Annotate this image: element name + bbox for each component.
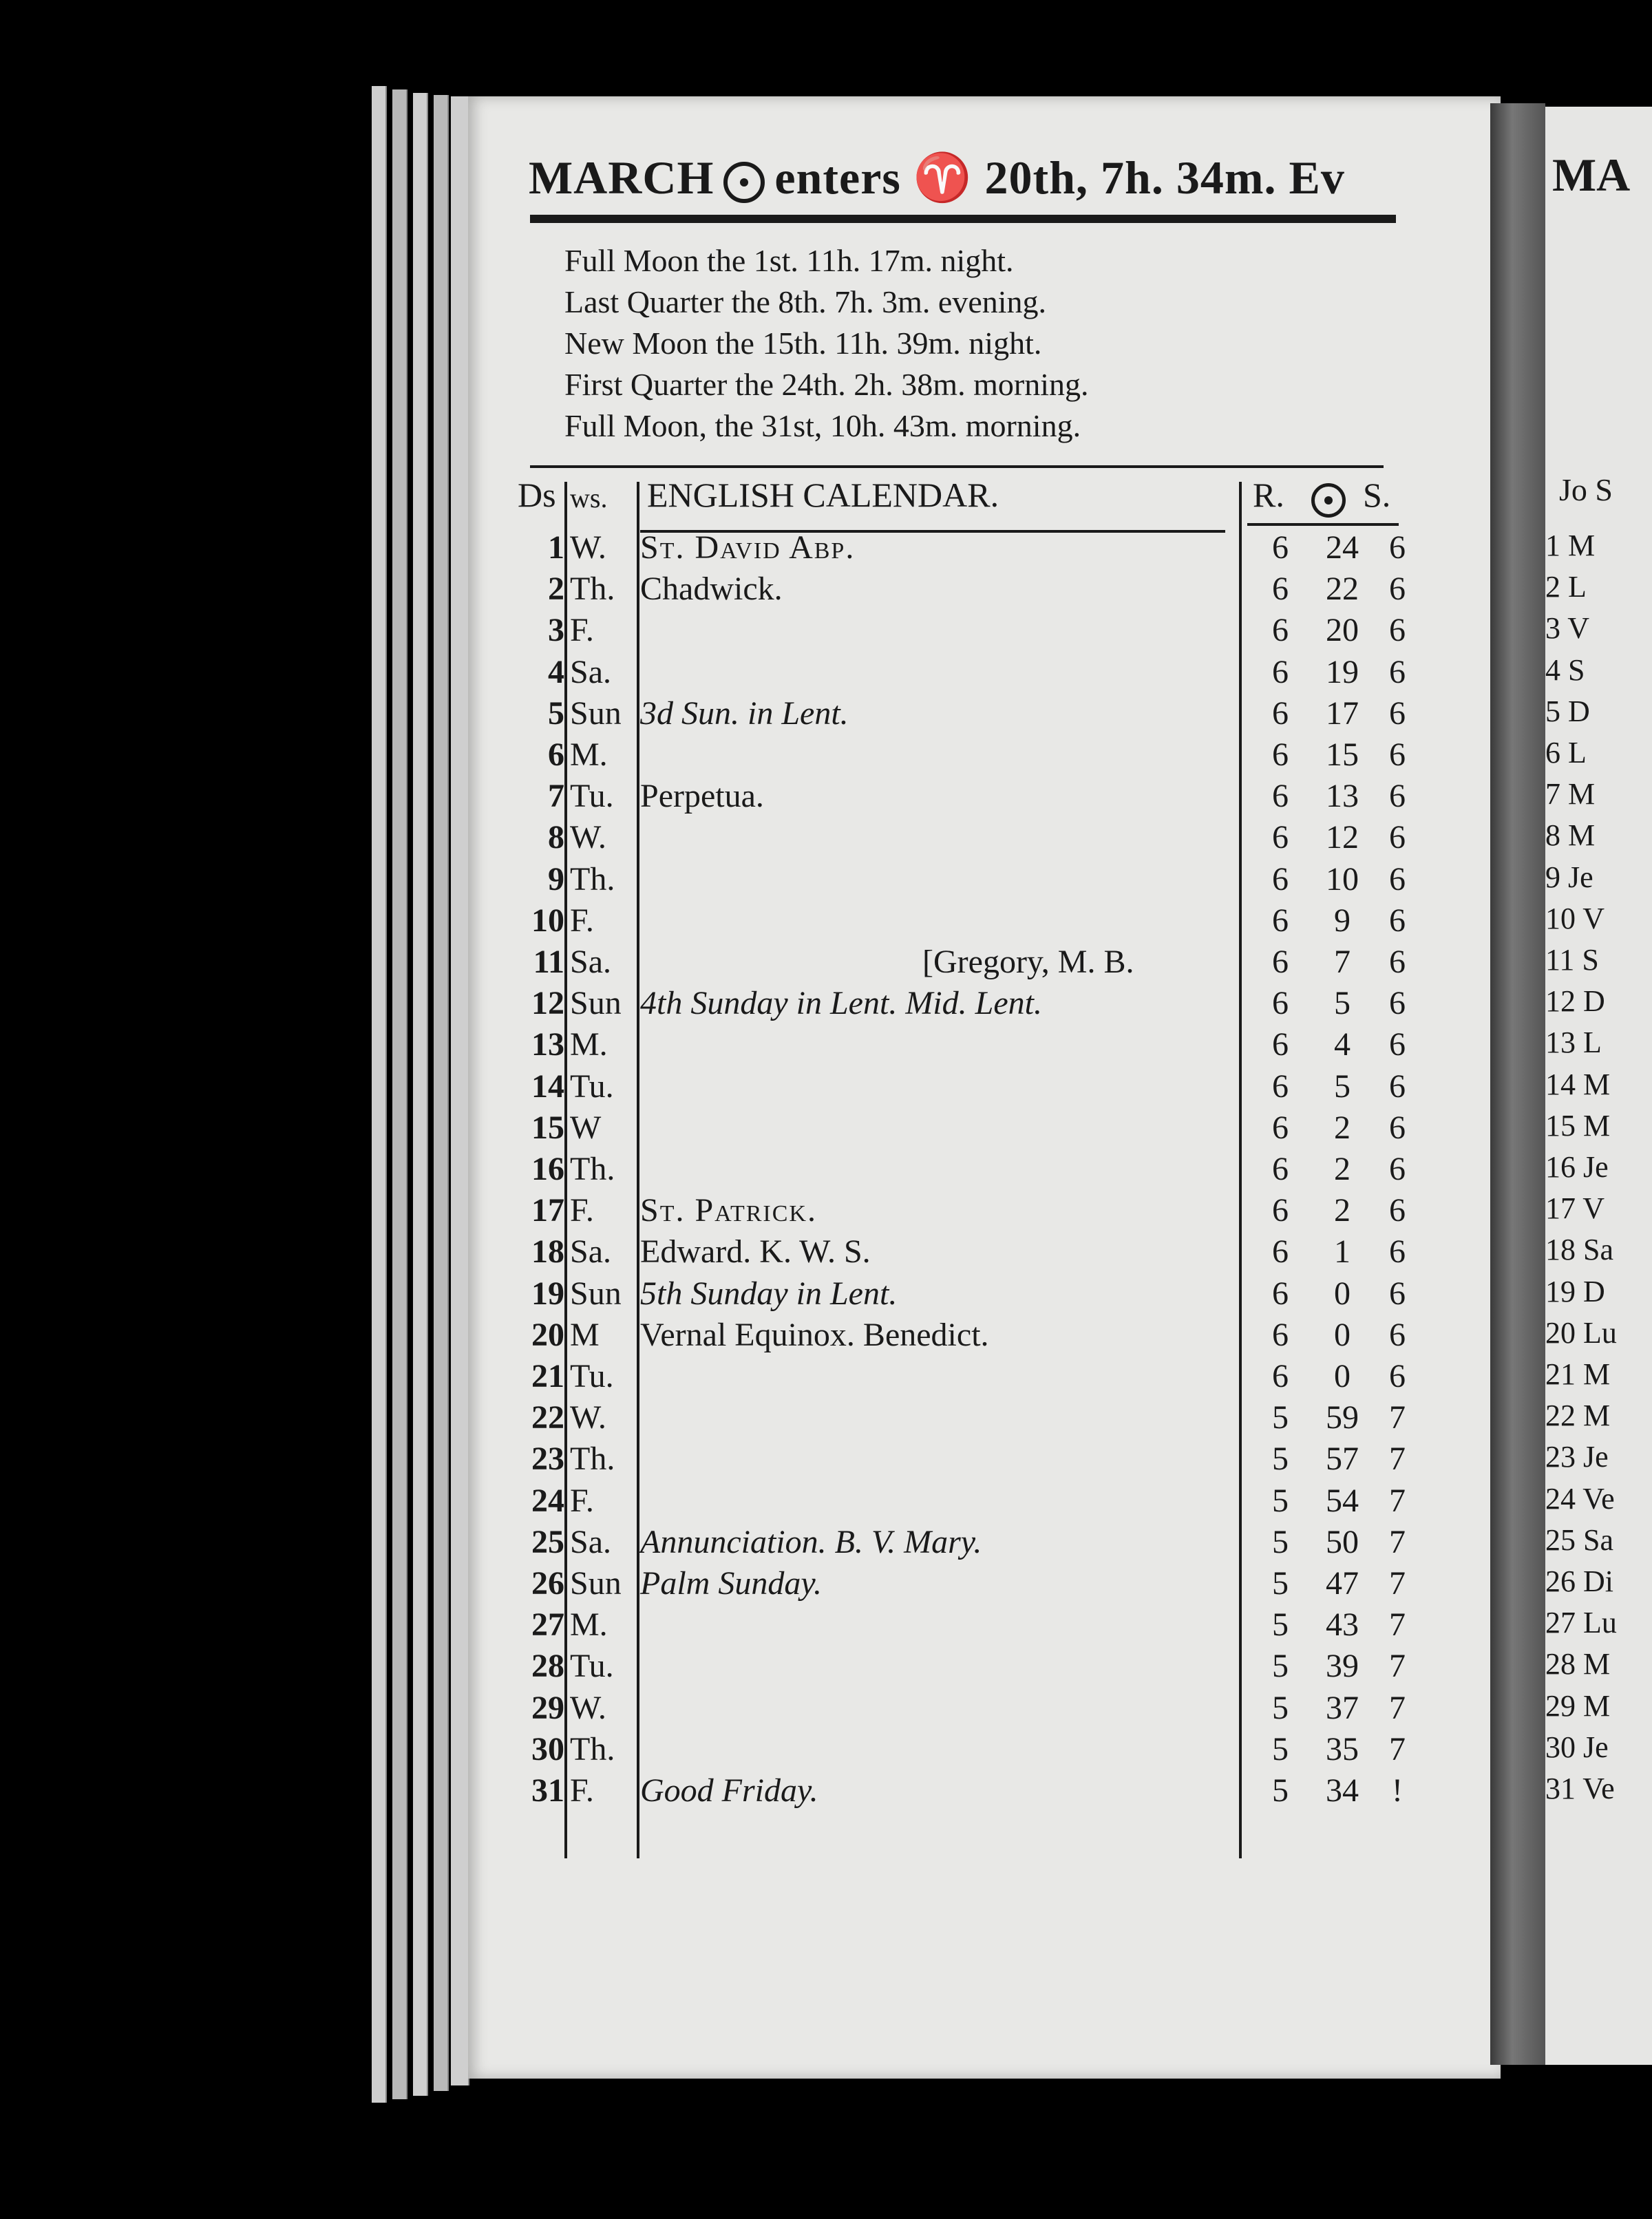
calendar-row xyxy=(509,527,1404,569)
weekday: W. xyxy=(570,529,606,566)
sunrise-hour: 5 xyxy=(1272,1772,1289,1809)
sunrise-hour: 5 xyxy=(1272,1730,1289,1767)
calendar-row xyxy=(509,1190,1404,1231)
sunset-hour: 7 xyxy=(1389,1648,1406,1685)
phases-rule xyxy=(530,465,1384,468)
sunrise-hour: 6 xyxy=(1272,1192,1289,1229)
sunset-hour: 6 xyxy=(1389,860,1406,898)
sun-minutes: 43 xyxy=(1326,1606,1359,1644)
sunset-hour: 6 xyxy=(1389,736,1406,773)
moon-phase-line: Last Quarter the 8th. 7h. 3m. evening. xyxy=(564,284,1047,319)
calendar-row xyxy=(509,1149,1404,1190)
event: 3d Sun. in Lent. xyxy=(640,694,849,732)
weekday: Sun xyxy=(570,985,622,1022)
sunrise-hour: 6 xyxy=(1272,1275,1289,1312)
sun-minutes: 47 xyxy=(1326,1565,1359,1602)
facing-row: 23 Je xyxy=(1545,1440,1609,1474)
sunrise-hour: 6 xyxy=(1272,736,1289,773)
header-underline xyxy=(1247,523,1399,526)
facing-row: 24 Ve xyxy=(1545,1481,1615,1516)
sun-minutes: 57 xyxy=(1326,1441,1359,1478)
facing-row: 22 M xyxy=(1545,1399,1611,1433)
page-edge xyxy=(451,96,469,2085)
col-ws: ws. xyxy=(570,482,608,513)
facing-row: 14 M xyxy=(1545,1067,1611,1101)
sun-minutes: 17 xyxy=(1326,694,1359,732)
calendar-row xyxy=(509,942,1404,983)
facing-row: 15 M xyxy=(1545,1108,1611,1143)
day-number: 8 xyxy=(548,819,564,856)
weekday: F. xyxy=(570,1482,594,1519)
calendar-row xyxy=(509,1770,1404,1812)
sunrise-hour: 6 xyxy=(1272,653,1289,690)
sun-minutes: 35 xyxy=(1326,1730,1359,1767)
facing-row: 1 M xyxy=(1545,529,1596,562)
facing-row: 9 Je xyxy=(1545,860,1593,894)
sun-minutes: 22 xyxy=(1326,571,1359,608)
sun-minutes: 20 xyxy=(1326,612,1359,649)
calendar-row xyxy=(509,1604,1404,1646)
sunrise-hour: 6 xyxy=(1272,1068,1289,1105)
sunrise-hour: 6 xyxy=(1272,1151,1289,1187)
calendar-row xyxy=(509,1066,1404,1107)
sunset-hour: 6 xyxy=(1389,1192,1406,1229)
weekday: Tu. xyxy=(570,1358,614,1394)
weekday: Sa. xyxy=(570,1233,611,1271)
month-title: MARCH xyxy=(529,151,714,204)
day-number: 26 xyxy=(531,1565,564,1602)
sun-minutes: 0 xyxy=(1334,1358,1351,1394)
moon-phase-line: Full Moon the 1st. 11h. 17m. night. xyxy=(564,243,1014,278)
sunset-hour: 6 xyxy=(1389,944,1406,980)
day-number: 27 xyxy=(531,1606,564,1644)
sun-minutes: 12 xyxy=(1326,819,1359,856)
sunset-hour: 7 xyxy=(1389,1482,1406,1519)
calendar-row xyxy=(509,1024,1404,1065)
sunset-hour: 6 xyxy=(1389,1068,1406,1105)
moon-phase-line: Full Moon, the 31st, 10h. 43m. morning. xyxy=(564,408,1081,443)
header-rule xyxy=(530,215,1396,223)
col-set: S. xyxy=(1363,476,1391,514)
sunset-hour: ! xyxy=(1392,1772,1403,1809)
sunrise-hour: 6 xyxy=(1272,985,1289,1022)
facing-row: 8 M xyxy=(1545,818,1596,853)
sunset-hour: 6 xyxy=(1389,1026,1406,1063)
sunset-hour: 7 xyxy=(1389,1441,1406,1478)
day-number: 5 xyxy=(548,694,564,732)
weekday: W. xyxy=(570,1399,606,1436)
sunrise-hour: 5 xyxy=(1272,1523,1289,1560)
day-number: 14 xyxy=(531,1068,564,1105)
sunset-hour: 7 xyxy=(1389,1606,1406,1644)
weekday: Sa. xyxy=(570,653,611,690)
facing-page xyxy=(1545,107,1652,2065)
day-number: 23 xyxy=(531,1441,564,1478)
calendar-row xyxy=(509,1273,1404,1315)
sunset-hour: 6 xyxy=(1389,902,1406,939)
sunrise-hour: 6 xyxy=(1272,819,1289,856)
day-number: 2 xyxy=(548,571,564,608)
sun-minutes: 2 xyxy=(1334,1151,1351,1187)
moon-phase-line: New Moon the 15th. 11h. 39m. night. xyxy=(564,326,1042,361)
weekday: Tu. xyxy=(570,1068,614,1105)
sunset-hour: 6 xyxy=(1389,985,1406,1022)
facing-row: 2 L xyxy=(1545,570,1587,604)
weekday: Th. xyxy=(570,860,615,898)
weekday: F. xyxy=(570,612,594,649)
sun-minutes: 13 xyxy=(1326,778,1359,815)
sunset-hour: 7 xyxy=(1389,1730,1406,1767)
sunrise-hour: 5 xyxy=(1272,1689,1289,1726)
sun-minutes: 5 xyxy=(1334,985,1351,1022)
sunrise-hour: 6 xyxy=(1272,1233,1289,1271)
weekday: Th. xyxy=(570,1151,615,1187)
sunrise-hour: 6 xyxy=(1272,778,1289,815)
day-number: 6 xyxy=(548,736,564,773)
sunset-hour: 6 xyxy=(1389,571,1406,608)
event: Chadwick. xyxy=(640,571,783,608)
sunset-hour: 6 xyxy=(1389,529,1406,566)
calendar-row xyxy=(509,652,1404,693)
facing-row: 13 L xyxy=(1545,1026,1602,1060)
weekday: M. xyxy=(570,736,608,773)
sun-minutes: 2 xyxy=(1334,1109,1351,1146)
day-number: 19 xyxy=(531,1275,564,1312)
col-calendar: ENGLISH CALENDAR. xyxy=(647,476,999,514)
weekday: Sun xyxy=(570,1565,622,1602)
day-number: 4 xyxy=(548,653,564,690)
calendar-row xyxy=(509,569,1404,610)
weekday: Th. xyxy=(570,1441,615,1478)
facing-row: 19 D xyxy=(1545,1274,1605,1308)
facing-row: 4 S xyxy=(1545,652,1585,687)
facing-row: 16 Je xyxy=(1545,1150,1609,1184)
weekday: M. xyxy=(570,1026,608,1063)
event: Good Friday. xyxy=(640,1772,818,1809)
weekday: Tu. xyxy=(570,778,614,815)
sunset-hour: 6 xyxy=(1389,1109,1406,1146)
day-number: 7 xyxy=(548,778,564,815)
event: Perpetua. xyxy=(640,778,764,815)
facing-header: MA xyxy=(1552,149,1631,201)
calendar-row xyxy=(509,1356,1404,1397)
sun-minutes: 24 xyxy=(1326,529,1359,566)
facing-row: 10 V xyxy=(1545,901,1605,935)
sunrise-hour: 6 xyxy=(1272,902,1289,939)
facing-row: 20 Lu xyxy=(1545,1315,1617,1350)
weekday: W xyxy=(570,1109,602,1146)
sun-minutes: 0 xyxy=(1334,1316,1351,1353)
sun-minutes: 0 xyxy=(1334,1275,1351,1312)
event: [Gregory, M. B. xyxy=(922,944,1134,980)
day-number: 28 xyxy=(531,1648,564,1685)
calendar-row xyxy=(509,1107,1404,1149)
event: 5th Sunday in Lent. xyxy=(640,1275,898,1312)
sunrise-hour: 6 xyxy=(1272,529,1289,566)
sunrise-hour: 6 xyxy=(1272,1109,1289,1146)
facing-row: 11 S xyxy=(1545,943,1599,977)
sunset-hour: 7 xyxy=(1389,1399,1406,1436)
calendar-row xyxy=(509,1397,1404,1438)
facing-row: 18 Sa xyxy=(1545,1233,1613,1267)
facing-row: 7 M xyxy=(1545,777,1596,811)
sunset-hour: 6 xyxy=(1389,1316,1406,1353)
calendar-row xyxy=(509,1438,1404,1480)
sunrise-hour: 5 xyxy=(1272,1648,1289,1685)
weekday: F. xyxy=(570,1772,594,1809)
day-number: 20 xyxy=(531,1316,564,1353)
facing-row: 17 V xyxy=(1545,1191,1605,1226)
moon-phase-line: First Quarter the 24th. 2h. 38m. morning. xyxy=(564,367,1089,402)
sunset-hour: 6 xyxy=(1389,653,1406,690)
calendar-row xyxy=(509,817,1404,858)
calendar-row xyxy=(509,1729,1404,1770)
sunrise-hour: 5 xyxy=(1272,1565,1289,1602)
day-number: 31 xyxy=(531,1772,564,1809)
facing-column-header: Jo S xyxy=(1559,472,1613,507)
day-number: 30 xyxy=(531,1730,564,1767)
sunrise-hour: 5 xyxy=(1272,1441,1289,1478)
sun-minutes: 37 xyxy=(1326,1689,1359,1726)
calendar-row xyxy=(509,859,1404,900)
facing-row: 5 D xyxy=(1545,694,1590,728)
calendar-row xyxy=(509,1563,1404,1604)
sunset-hour: 6 xyxy=(1389,1151,1406,1187)
day-number: 17 xyxy=(531,1192,564,1229)
calendar-row xyxy=(509,1522,1404,1563)
sunset-hour: 7 xyxy=(1389,1565,1406,1602)
sun-minutes: 50 xyxy=(1326,1523,1359,1560)
day-number: 12 xyxy=(531,985,564,1022)
weekday: Sa. xyxy=(570,1523,611,1560)
weekday: M xyxy=(570,1316,600,1353)
sunrise-hour: 6 xyxy=(1272,571,1289,608)
sun-minutes: 4 xyxy=(1334,1026,1351,1063)
sun-minutes: 19 xyxy=(1326,653,1359,690)
weekday: M. xyxy=(570,1606,608,1644)
weekday: Th. xyxy=(570,1730,615,1767)
sun-minutes: 7 xyxy=(1334,944,1351,980)
calendar-row xyxy=(509,610,1404,651)
event: St. David Abp. xyxy=(640,529,856,566)
weekday: F. xyxy=(570,902,594,939)
day-number: 11 xyxy=(533,944,564,980)
sunrise-hour: 6 xyxy=(1272,1316,1289,1353)
sunset-hour: 6 xyxy=(1389,1233,1406,1271)
weekday: F. xyxy=(570,1192,594,1229)
day-number: 13 xyxy=(531,1026,564,1063)
sunset-hour: 7 xyxy=(1389,1689,1406,1726)
sun-minutes: 10 xyxy=(1326,860,1359,898)
sun-minutes: 1 xyxy=(1334,1233,1351,1271)
sun-minutes: 34 xyxy=(1326,1772,1359,1809)
sunrise-hour: 6 xyxy=(1272,1026,1289,1063)
day-number: 25 xyxy=(531,1523,564,1560)
page-edge xyxy=(372,86,387,2103)
day-number: 21 xyxy=(531,1358,564,1394)
sunset-hour: 7 xyxy=(1389,1523,1406,1560)
day-number: 24 xyxy=(531,1482,564,1519)
facing-row: 6 L xyxy=(1545,736,1587,769)
month-header xyxy=(529,150,1345,205)
facing-row: 12 D xyxy=(1545,984,1605,1019)
calendar-row xyxy=(509,776,1404,817)
day-number: 1 xyxy=(548,529,564,566)
facing-row: 21 M xyxy=(1545,1357,1611,1391)
sunrise-hour: 6 xyxy=(1272,860,1289,898)
sun-minutes: 15 xyxy=(1326,736,1359,773)
day-number: 16 xyxy=(531,1151,564,1187)
sunrise-hour: 5 xyxy=(1272,1606,1289,1644)
event: Palm Sunday. xyxy=(640,1565,822,1602)
sunrise-hour: 6 xyxy=(1272,1358,1289,1394)
sun-minutes: 2 xyxy=(1334,1192,1351,1229)
sunset-hour: 6 xyxy=(1389,1275,1406,1312)
col-rise: R. xyxy=(1253,476,1284,514)
page-edge xyxy=(392,89,407,2099)
weekday: Th. xyxy=(570,571,615,608)
facing-row: 29 M xyxy=(1545,1688,1611,1723)
facing-row: 26 Di xyxy=(1545,1564,1613,1598)
sunrise-hour: 6 xyxy=(1272,694,1289,732)
sun-icon xyxy=(723,162,765,203)
day-number: 9 xyxy=(548,860,564,898)
calendar-row xyxy=(509,900,1404,942)
day-number: 22 xyxy=(531,1399,564,1436)
calendar-row xyxy=(509,734,1404,776)
event: St. Patrick. xyxy=(640,1192,817,1229)
event: Edward. K. W. S. xyxy=(640,1233,871,1271)
facing-row: 27 Lu xyxy=(1545,1606,1617,1640)
day-number: 10 xyxy=(531,902,564,939)
sunset-hour: 6 xyxy=(1389,694,1406,732)
sun-minutes: 9 xyxy=(1334,902,1351,939)
weekday: W. xyxy=(570,819,606,856)
facing-row: 30 Je xyxy=(1545,1730,1609,1764)
sun-minutes: 5 xyxy=(1334,1068,1351,1105)
day-number: 15 xyxy=(531,1109,564,1146)
weekday: Sun xyxy=(570,1275,622,1312)
facing-row: 31 Ve xyxy=(1545,1772,1615,1805)
col-ds: Ds xyxy=(518,476,556,514)
event: 4th Sunday in Lent. Mid. Lent. xyxy=(640,985,1042,1022)
calendar-row xyxy=(509,1315,1404,1356)
calendar-row xyxy=(509,1688,1404,1729)
sun-minutes: 59 xyxy=(1326,1399,1359,1436)
day-number: 3 xyxy=(548,612,564,649)
sun-minutes: 39 xyxy=(1326,1648,1359,1685)
book-gutter xyxy=(1490,103,1545,2065)
sunrise-hour: 5 xyxy=(1272,1482,1289,1519)
weekday: Sa. xyxy=(570,944,611,980)
day-number: 29 xyxy=(531,1689,564,1726)
day-number: 18 xyxy=(531,1233,564,1271)
weekday: W. xyxy=(570,1689,606,1726)
calendar-row xyxy=(509,1480,1404,1522)
page-edge xyxy=(413,93,428,2096)
sunset-hour: 6 xyxy=(1389,819,1406,856)
event: Annunciation. B. V. Mary. xyxy=(640,1523,982,1560)
facing-row: 25 Sa xyxy=(1545,1522,1613,1557)
sun-icon xyxy=(1311,476,1346,518)
weekday: Sun xyxy=(570,694,622,732)
sunrise-hour: 5 xyxy=(1272,1399,1289,1436)
sunset-hour: 6 xyxy=(1389,778,1406,815)
sunset-hour: 6 xyxy=(1389,1358,1406,1394)
calendar-row xyxy=(509,983,1404,1024)
facing-row: 28 M xyxy=(1545,1647,1611,1681)
page-edge xyxy=(434,95,449,2091)
sunset-hour: 6 xyxy=(1389,612,1406,649)
calendar-row xyxy=(509,1231,1404,1273)
weekday: Tu. xyxy=(570,1648,614,1685)
calendar-row xyxy=(509,1646,1404,1687)
sun-minutes: 54 xyxy=(1326,1482,1359,1519)
sunrise-hour: 6 xyxy=(1272,612,1289,649)
event: Vernal Equinox. Benedict. xyxy=(640,1316,989,1353)
calendar-row xyxy=(509,693,1404,734)
facing-row: 3 V xyxy=(1545,611,1589,646)
sunrise-hour: 6 xyxy=(1272,944,1289,980)
header-text: enters ♈ 20th, 7h. 34m. Ev xyxy=(774,151,1345,204)
